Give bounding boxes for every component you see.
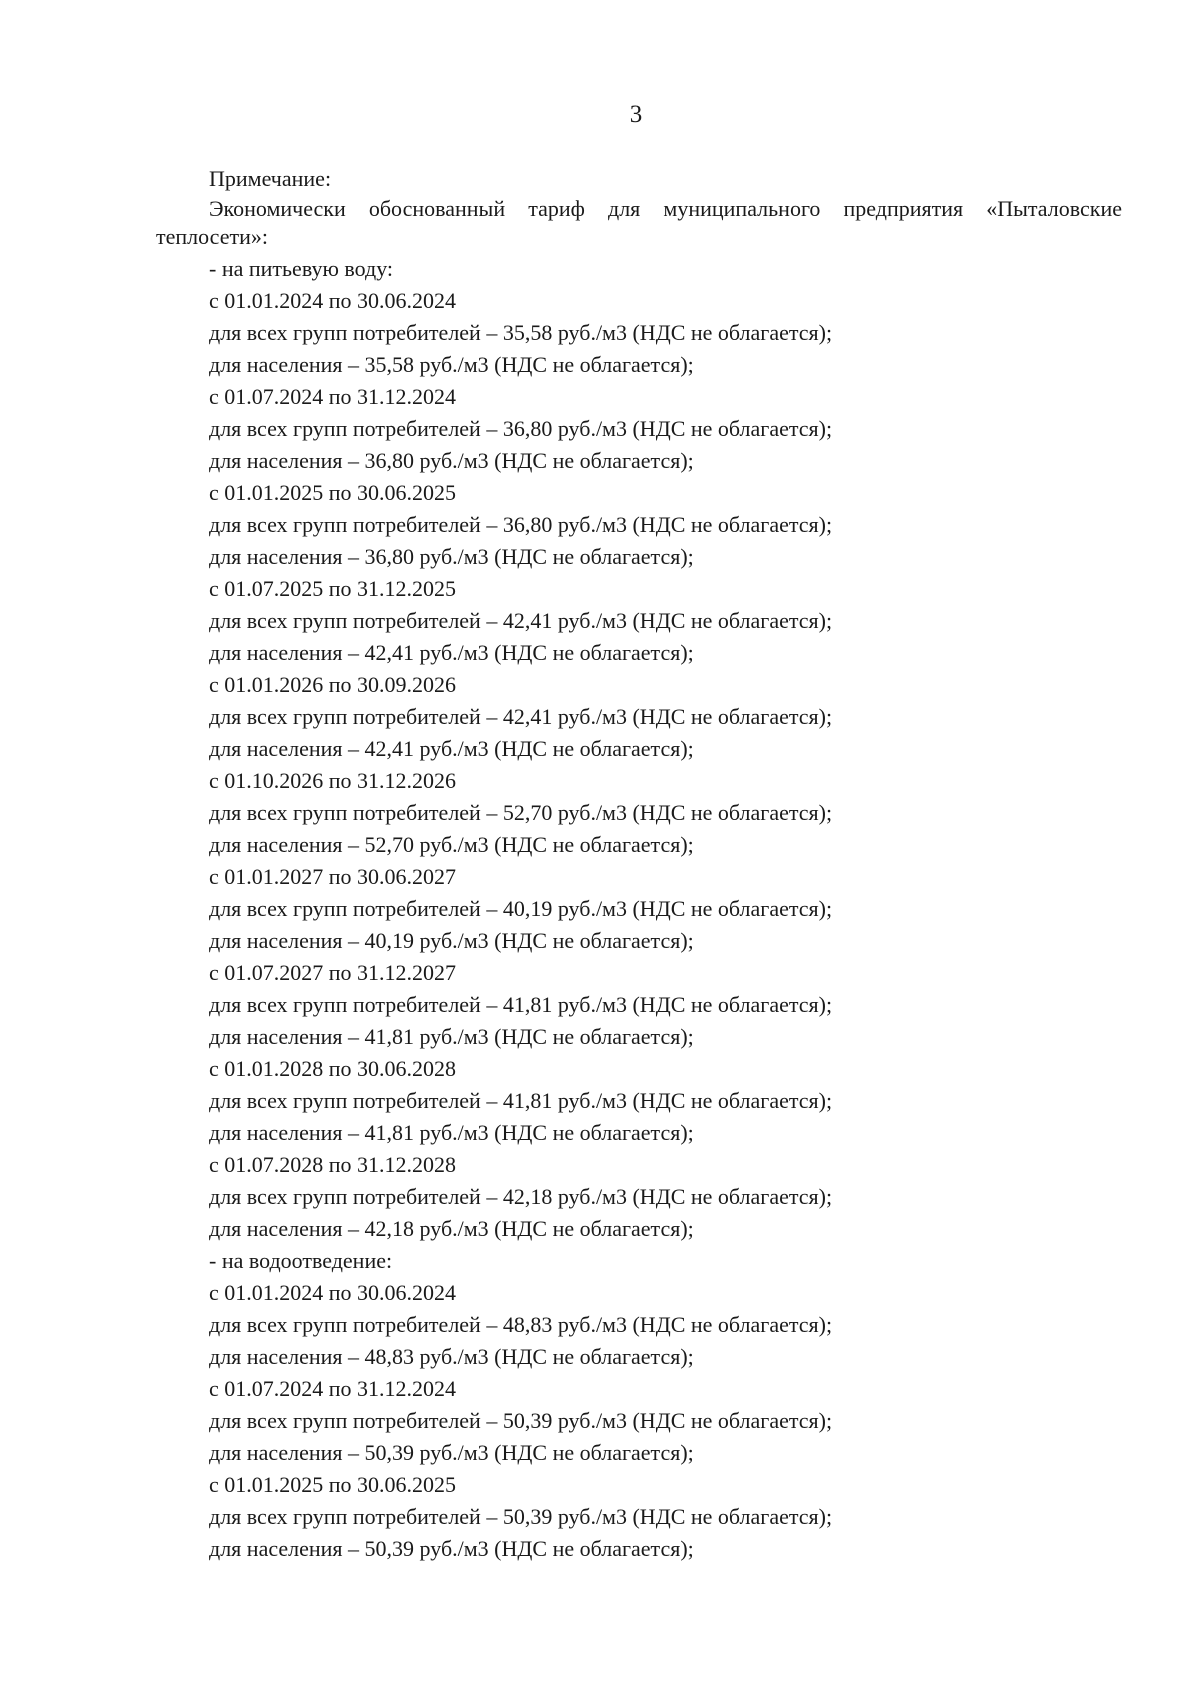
period-dates: с 01.07.2024 по 31.12.2024 — [209, 1376, 457, 1401]
section-drinking-water — [156, 253, 1122, 1245]
tariff-all-consumers: для всех групп потребителей – 42,41 руб./м3 (НДС не облагается); — [209, 704, 833, 729]
period-dates: с 01.10.2026 по 31.12.2026 — [209, 768, 457, 793]
tariff-period — [156, 1469, 1122, 1565]
period-dates: с 01.01.2025 по 30.06.2025 — [209, 480, 457, 505]
tariff-population: для населения – 40,19 руб./м3 (НДС не облагается); — [209, 928, 694, 953]
tariff-population: для населения – 35,58 руб./м3 (НДС не облагается); — [209, 352, 694, 377]
period-dates: с 01.01.2025 по 30.06.2025 — [209, 1472, 457, 1497]
tariff-all-consumers: для всех групп потребителей – 42,41 руб./м3 (НДС не облагается); — [209, 608, 833, 633]
tariff-period — [156, 1373, 1122, 1469]
tariff-all-consumers: для всех групп потребителей – 50,39 руб./м3 (НДС не облагается); — [209, 1504, 833, 1529]
tariff-population: для населения – 50,39 руб./м3 (НДС не облагается); — [209, 1440, 694, 1465]
tariff-all-consumers: для всех групп потребителей – 36,80 руб./м3 (НДС не облагается); — [209, 512, 833, 537]
note-intro: Экономически обоснованный тариф для муниципального предприятия «Пыталовские теплосети»: — [156, 196, 1122, 249]
tariff-all-consumers: для всех групп потребителей – 52,70 руб./м3 (НДС не облагается); — [209, 800, 833, 825]
tariff-period — [156, 765, 1122, 861]
tariff-population: для населения – 52,70 руб./м3 (НДС не облагается); — [209, 832, 694, 857]
tariff-all-consumers: для всех групп потребителей – 36,80 руб./м3 (НДС не облагается); — [209, 416, 833, 441]
tariff-population: для населения – 50,39 руб./м3 (НДС не облагается); — [209, 1536, 694, 1561]
tariff-period — [156, 1277, 1122, 1373]
tariff-population: для населения – 42,41 руб./м3 (НДС не облагается); — [209, 640, 694, 665]
tariff-all-consumers: для всех групп потребителей – 40,19 руб./м3 (НДС не облагается); — [209, 896, 833, 921]
period-dates: с 01.01.2027 по 30.06.2027 — [209, 864, 457, 889]
tariff-all-consumers: для всех групп потребителей – 50,39 руб./м3 (НДС не облагается); — [209, 1408, 833, 1433]
tariff-all-consumers: для всех групп потребителей – 35,58 руб./м3 (НДС не облагается); — [209, 320, 833, 345]
tariff-population: для населения – 36,80 руб./м3 (НДС не облагается); — [209, 448, 694, 473]
tariff-period — [156, 669, 1122, 765]
tariff-period — [156, 1053, 1122, 1149]
section-wastewater — [156, 1245, 1122, 1565]
tariff-population: для населения – 42,41 руб./м3 (НДС не облагается); — [209, 736, 694, 761]
tariff-all-consumers: для всех групп потребителей – 41,81 руб./м3 (НДС не облагается); — [209, 1088, 833, 1113]
period-dates: с 01.07.2027 по 31.12.2027 — [209, 960, 457, 985]
period-dates: с 01.07.2024 по 31.12.2024 — [209, 384, 457, 409]
tariff-population: для населения – 48,83 руб./м3 (НДС не облагается); — [209, 1344, 694, 1369]
tariff-population: для населения – 36,80 руб./м3 (НДС не облагается); — [209, 544, 694, 569]
tariff-all-consumers: для всех групп потребителей – 41,81 руб./м3 (НДС не облагается); — [209, 992, 833, 1017]
page-number: 3 — [629, 101, 643, 128]
tariff-period — [156, 1149, 1122, 1245]
period-dates: с 01.07.2028 по 31.12.2028 — [209, 1152, 457, 1177]
tariff-population: для населения – 41,81 руб./м3 (НДС не облагается); — [209, 1120, 694, 1145]
section-heading: - на питьевую воду: — [209, 256, 394, 281]
note-label: Примечание: — [209, 166, 332, 191]
tariff-period — [156, 957, 1122, 1053]
tariff-population: для населения – 42,18 руб./м3 (НДС не облагается); — [209, 1216, 694, 1241]
tariff-period — [156, 861, 1122, 957]
tariff-period — [156, 573, 1122, 669]
tariff-period — [156, 381, 1122, 477]
tariff-all-consumers: для всех групп потребителей – 42,18 руб./м3 (НДС не облагается); — [209, 1184, 833, 1209]
tariff-all-consumers: для всех групп потребителей – 48,83 руб./м3 (НДС не облагается); — [209, 1312, 833, 1337]
period-dates: с 01.01.2026 по 30.09.2026 — [209, 672, 457, 697]
period-dates: с 01.01.2028 по 30.06.2028 — [209, 1056, 457, 1081]
note-body — [156, 163, 1122, 1565]
period-dates: с 01.07.2025 по 31.12.2025 — [209, 576, 457, 601]
section-heading: - на водоотведение: — [209, 1248, 393, 1273]
period-dates: с 01.01.2024 по 30.06.2024 — [209, 1280, 457, 1305]
tariff-period — [156, 285, 1122, 381]
tariff-period — [156, 477, 1122, 573]
period-dates: с 01.01.2024 по 30.06.2024 — [209, 288, 457, 313]
tariff-population: для населения – 41,81 руб./м3 (НДС не облагается); — [209, 1024, 694, 1049]
